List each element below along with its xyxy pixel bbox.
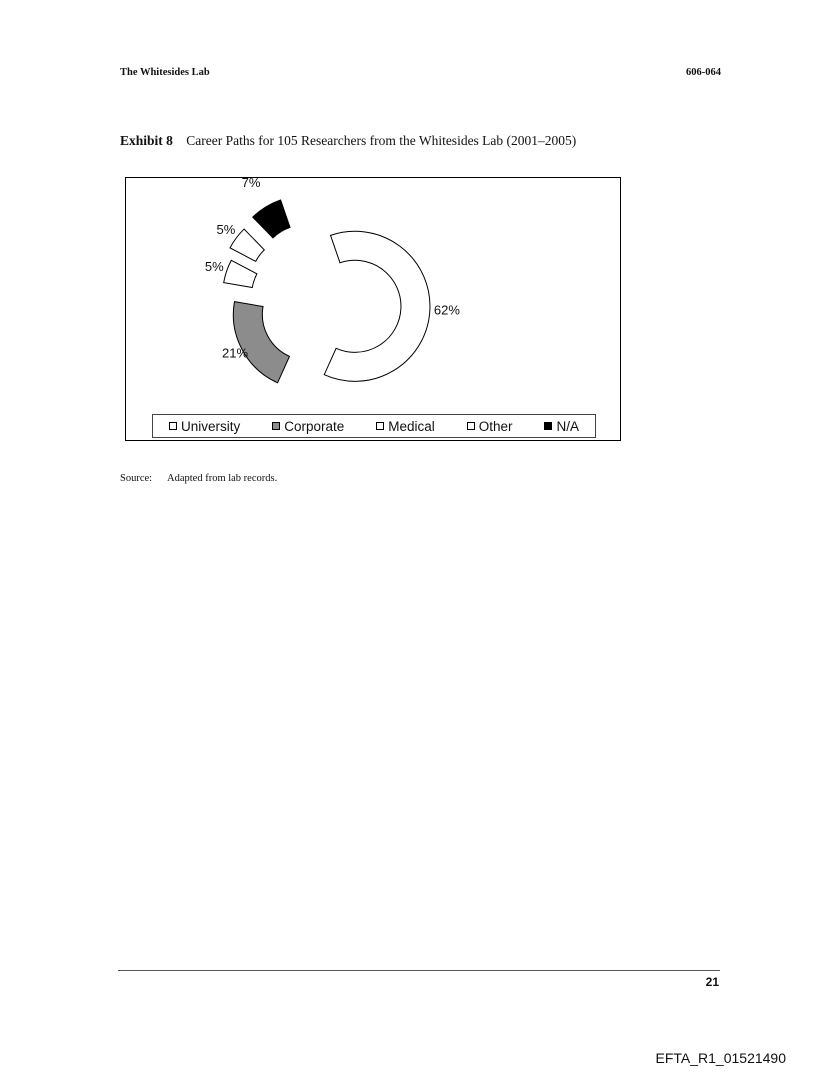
- source-note: [120, 473, 277, 484]
- legend-item-corporate: [272, 419, 344, 434]
- slice-label-medical: 5%: [204, 258, 224, 274]
- slice-label-n-a: 7%: [241, 178, 261, 191]
- legend-label: University: [180, 418, 241, 434]
- legend-label: Medical: [388, 418, 435, 434]
- donut-slice-corporate: [233, 302, 289, 383]
- legend-label: N/A: [556, 418, 579, 434]
- legend-label: Other: [478, 418, 513, 434]
- footer-rule: [118, 970, 720, 971]
- legend-swatch: [272, 422, 280, 430]
- legend-swatch: [467, 422, 475, 430]
- exhibit-number: Exhibit 8: [120, 133, 173, 148]
- slice-label-corporate: 21%: [222, 345, 249, 361]
- legend-item-n-a: [544, 419, 579, 434]
- legend-label: Corporate: [284, 418, 345, 434]
- donut-slice-n-a: [253, 200, 290, 238]
- running-header-doc-number: 606-064: [686, 67, 721, 78]
- chart-legend: [152, 414, 596, 438]
- legend-swatch: [544, 422, 552, 430]
- document-stamp: EFTA_R1_01521490: [655, 1050, 786, 1066]
- source-label: Source:: [120, 473, 153, 484]
- chart-frame: [125, 177, 621, 441]
- legend-item-medical: [376, 419, 435, 434]
- source-text: Adapted from lab records.: [167, 473, 278, 484]
- donut-chart: [126, 178, 620, 440]
- slice-label-university: 62%: [433, 302, 460, 318]
- donut-slice-medical: [224, 260, 257, 287]
- slice-label-other: 5%: [216, 222, 236, 238]
- legend-item-other: [467, 419, 513, 434]
- exhibit-caption: [120, 133, 576, 149]
- legend-swatch: [169, 422, 177, 430]
- legend-swatch: [376, 422, 384, 430]
- page-number: 21: [705, 975, 719, 989]
- donut-slice-university: [324, 231, 430, 381]
- running-header-title: The Whitesides Lab: [120, 67, 210, 78]
- exhibit-title: Career Paths for 105 Researchers from the Whitesides Lab (2001–2005): [186, 133, 577, 148]
- legend-item-university: [169, 419, 240, 434]
